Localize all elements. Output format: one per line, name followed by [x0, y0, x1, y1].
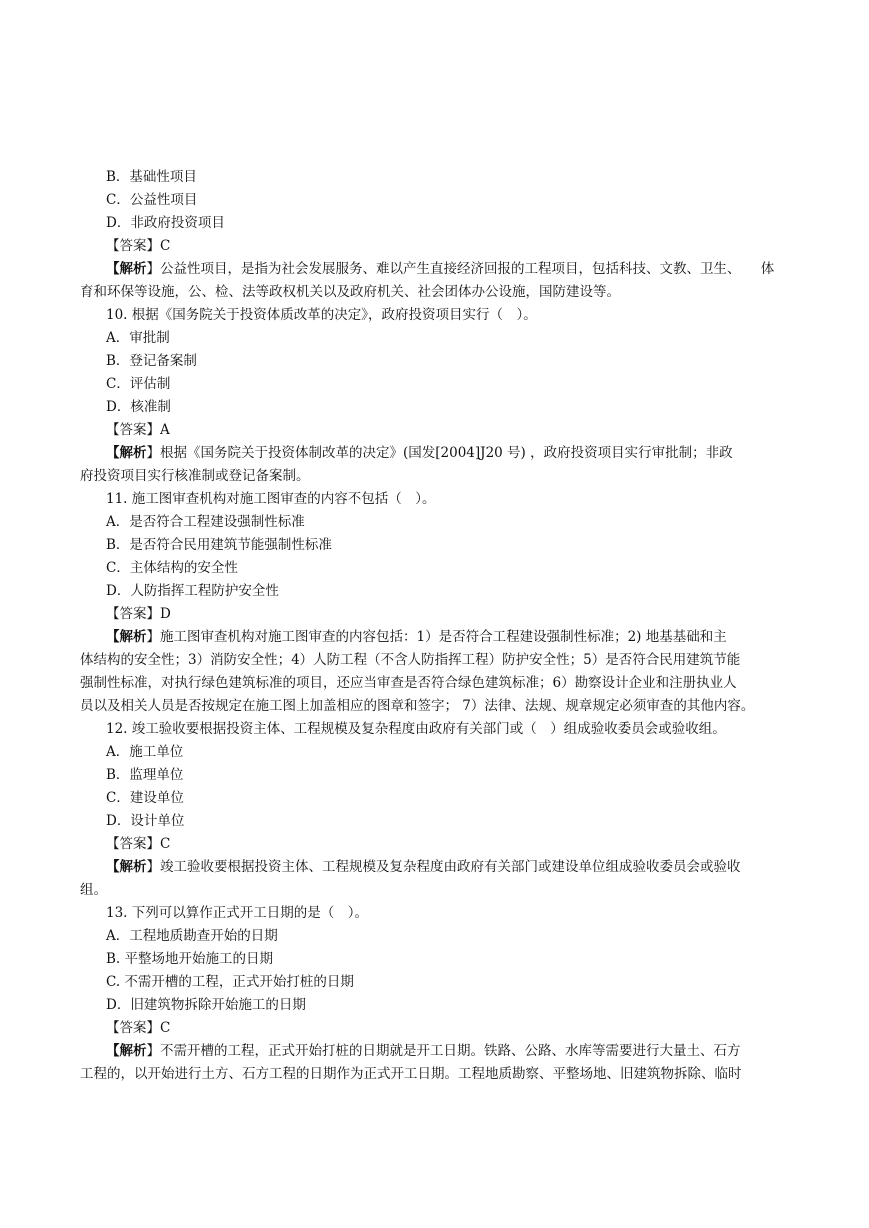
- q13-option-c: C. 不需开槽的工程，正式开始打桩的日期: [106, 974, 354, 990]
- q10-option-d: D．核准制: [106, 399, 171, 415]
- q9-option-b: B．基础性项目: [106, 169, 197, 185]
- q11-option-c: C．主体结构的安全性: [106, 560, 238, 576]
- q11-analysis-line1: 【解析】施工图审查机构对施工图审查的内容包括：1）是否符合工程建设强制性标准；2) 地基基础和主: [106, 629, 727, 645]
- q11-question: 11. 施工图审查机构对施工图审查的内容不包括（ ）。: [106, 491, 436, 507]
- analysis-label: 【解析: [106, 629, 147, 645]
- q11-analysis-line4: 员以及相关人员是否按规定在施工图上加盖相应的图章和签字； 7）法律、法规、规章规定必须审查的其他内容。: [80, 698, 755, 714]
- q13-analysis-line1: 【解析】不需开槽的工程，正式开始打桩的日期就是开工日期。铁路、公路、水库等需要进行大量土、石方: [106, 1043, 741, 1059]
- q10-option-a: A．审批制: [106, 330, 170, 346]
- q10-question: 10. 根据《国务院关于投资体质改革的决定》，政府投资项目实行（ ）。: [106, 307, 537, 323]
- q12-option-a: A．施工单位: [106, 744, 184, 760]
- analysis-label: 【解析: [106, 261, 147, 277]
- q9-answer: 【答案】C: [106, 238, 171, 254]
- analysis-label: 【解析: [106, 859, 147, 875]
- q10-option-c: C．评估制: [106, 376, 171, 392]
- q9-analysis-line2: 育和环保等设施，公、检、法等政权机关以及政府机关、社会团体办公设施，国防建设等。: [80, 284, 620, 300]
- q11-answer: 【答案】D: [106, 606, 171, 622]
- q13-answer: 【答案】C: [106, 1020, 171, 1036]
- q10-option-b: B．登记备案制: [106, 353, 197, 369]
- q13-option-a: A．工程地质勘查开始的日期: [106, 928, 278, 944]
- q12-analysis-line1: 【解析】竣工验收要根据投资主体、工程规模及复杂程度由政府有关部门或建设单位组成验收委员会或验收: [106, 859, 741, 875]
- q11-option-d: D．人防指挥工程防护安全性: [106, 583, 279, 599]
- q12-question: 12. 竣工验收要根据投资主体、工程规模及复杂程度由政府有关部门或（ ）组成验收委员会或验收组。: [106, 721, 726, 737]
- q13-question: 13. 下列可以算作正式开工日期的是（ ）。: [106, 905, 369, 921]
- q10-analysis-line2: 府投资项目实行核准制或登记备案制。: [80, 468, 310, 484]
- q11-option-a: A．是否符合工程建设强制性标准: [106, 514, 305, 530]
- analysis-label: 【解析: [106, 1043, 147, 1059]
- q13-option-b: B. 平整场地开始施工的日期: [106, 951, 274, 967]
- q10-answer: 【答案】A: [106, 422, 170, 438]
- q9-analysis-line1: 【解析】公益性项目，是指为社会发展服务、难以产生直接经济回报的工程项目，包括科技、文教、卫生、 体: [106, 261, 775, 277]
- q13-analysis-line2: 工程的，以开始进行土方、石方工程的日期作为正式开工日期。工程地质勘察、平整场地、旧建筑物拆除、临时: [80, 1066, 742, 1082]
- q9-option-c: C．公益性项目: [106, 192, 198, 208]
- q12-option-c: C．建设单位: [106, 790, 184, 806]
- q9-option-d: D．非政府投资项目: [106, 215, 225, 231]
- q12-answer: 【答案】C: [106, 836, 171, 852]
- q13-option-d: D．旧建筑物拆除开始施工的日期: [106, 997, 306, 1013]
- q11-analysis-line2: 体结构的安全性；3）消防安全性；4）人防工程（不含人防指挥工程）防护安全性；5）是否符合民用建筑节能: [80, 652, 741, 668]
- q12-option-d: D．设计单位: [106, 813, 185, 829]
- q12-analysis-line2: 组。: [80, 882, 107, 898]
- q11-analysis-line3: 强制性标准，对执行绿色建筑标准的项目，还应当审查是否符合绿色建筑标准；6）勘察设计企业和注册执业人: [80, 675, 737, 691]
- q12-option-b: B．监理单位: [106, 767, 184, 783]
- q11-option-b: B．是否符合民用建筑节能强制性标准: [106, 537, 332, 553]
- analysis-label: 【解析: [106, 445, 147, 461]
- q10-analysis-line1: 【解析】根据《国务院关于投资体制改革的决定》(国发[2004]J20 号) ，政府投资项目实行审批制；非政: [106, 445, 733, 461]
